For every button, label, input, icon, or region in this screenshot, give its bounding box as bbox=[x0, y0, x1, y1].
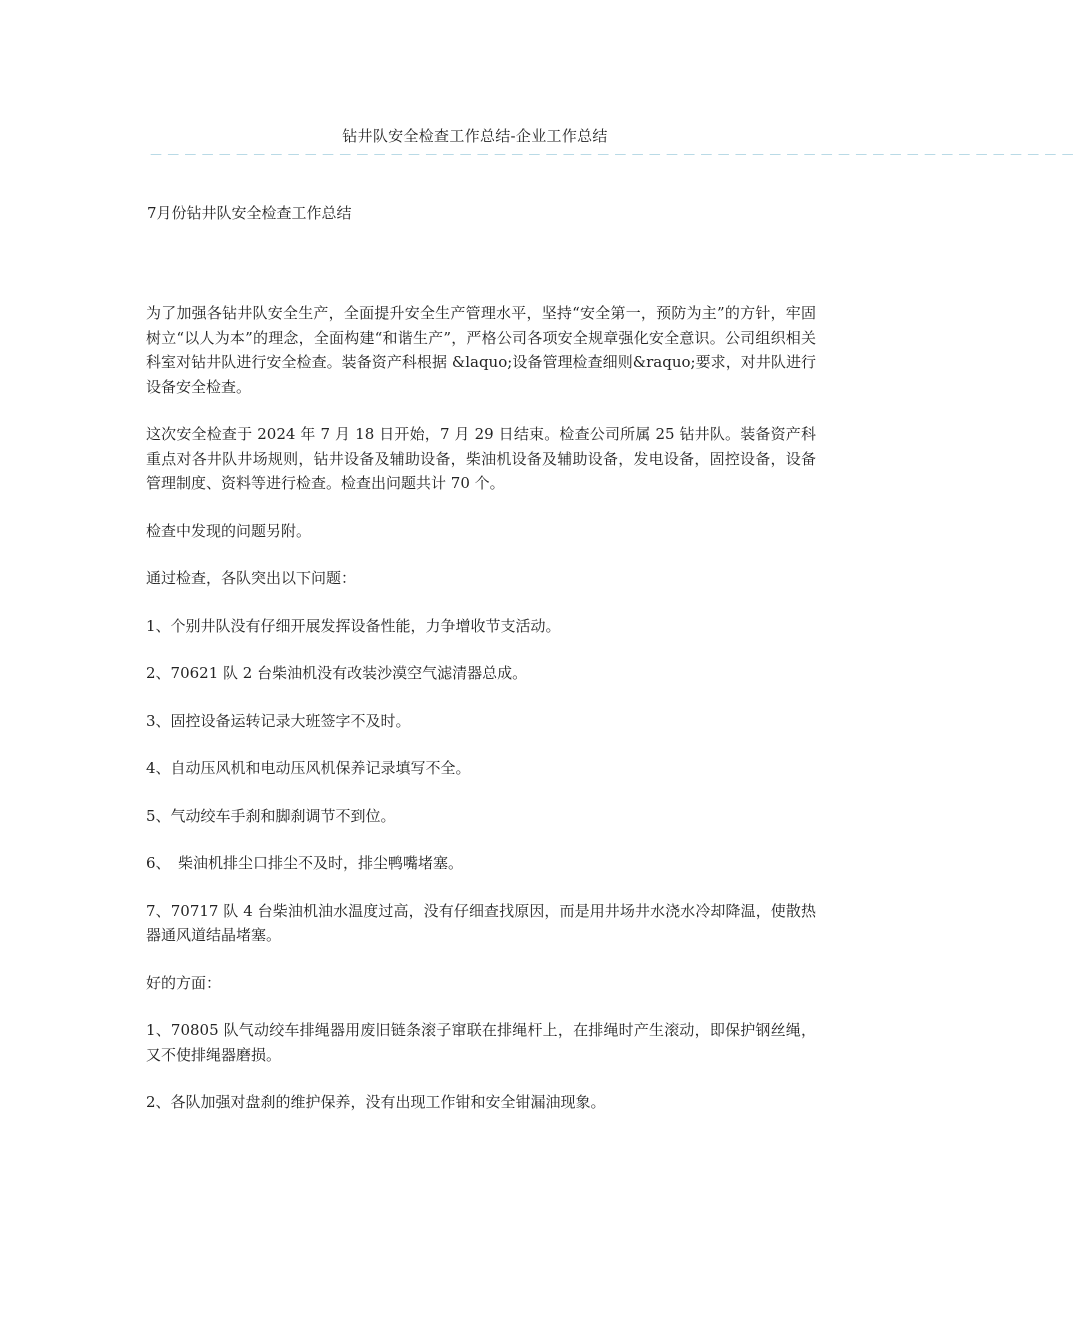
paragraph-positives-heading: 好的方面： bbox=[146, 973, 222, 992]
issue-item: 5、气动绞车手刹和脚刹调节不到位。 bbox=[146, 806, 396, 825]
issue-item: 1、个别井队没有仔细开展发挥设备性能，力争增收节支活动。 bbox=[146, 616, 561, 635]
title-separator: －－－－－－－－－－－－－－－－－－－－－－－－－－－－－－－－－－－－－－－－－－－－－－－－－－－－－－ bbox=[149, 148, 1078, 164]
positive-item: 2、各队加强对盘刹的维护保养，没有出现工作钳和安全钳漏油现象。 bbox=[146, 1093, 606, 1111]
issue-item: 7、70717 队 4 台柴油机油水温度过高，没有仔细查找原因，而是用井场井水浇水冷却降温，使散热器通风道结晶堵塞。 bbox=[146, 901, 816, 944]
paragraph-issues-heading: 通过检查，各队突出以下问题： bbox=[146, 569, 357, 587]
paragraph-issues-attached: 检查中发现的问题另附。 bbox=[146, 521, 312, 540]
issue-item: 6、 柴油机排尘口排尘不及时，排尘鸭嘴堵塞。 bbox=[146, 854, 464, 872]
issue-item: 3、固控设备运转记录大班签字不及时。 bbox=[146, 711, 411, 730]
issue-item: 4、自动压风机和电动压风机保养记录填写不全。 bbox=[146, 759, 471, 777]
positive-item: 1、70805 队气动绞车排绳器用废旧链条滚子窜联在排绳杆上，在排绳时产生滚动，即保护钢丝绳，又不使排绳器磨损。 bbox=[146, 1021, 816, 1064]
issue-item: 2、70621 队 2 台柴油机没有改装沙漠空气滤清器总成。 bbox=[146, 664, 528, 682]
paragraph-inspection-summary: 这次安全检查于 2024 年 7 月 18 日开始，7 月 29 日结束。检查公司所属 25 钻井队。装备资产科重点对各井队井场规则，钻井设备及辅助设备，柴油机设备及辅助设备，发电设备，固控设备，设备管理制度、资料等进行检查。检查出问题共计 70 个。 bbox=[146, 425, 816, 492]
document-title: 钻井队安全检查工作总结-企业工作总结 bbox=[342, 127, 608, 145]
paragraph-intro: 为了加强各钻井队安全生产，全面提升安全生产管理水平，坚持“安全第一，预防为主”的方针，牢固树立“以人为本”的理念，全面构建“和谐生产”，严格公司各项安全规章强化安全意识。公司组织相关科室对钻井队进行安全检查。装备资产科根据 &laquo;设备管理检查细则&raquo;要求，对井队进行设备安全检查。 bbox=[146, 304, 816, 396]
document-subtitle: 7月份钻井队安全检查工作总结 bbox=[147, 204, 352, 222]
document-body bbox=[146, 301, 816, 1138]
